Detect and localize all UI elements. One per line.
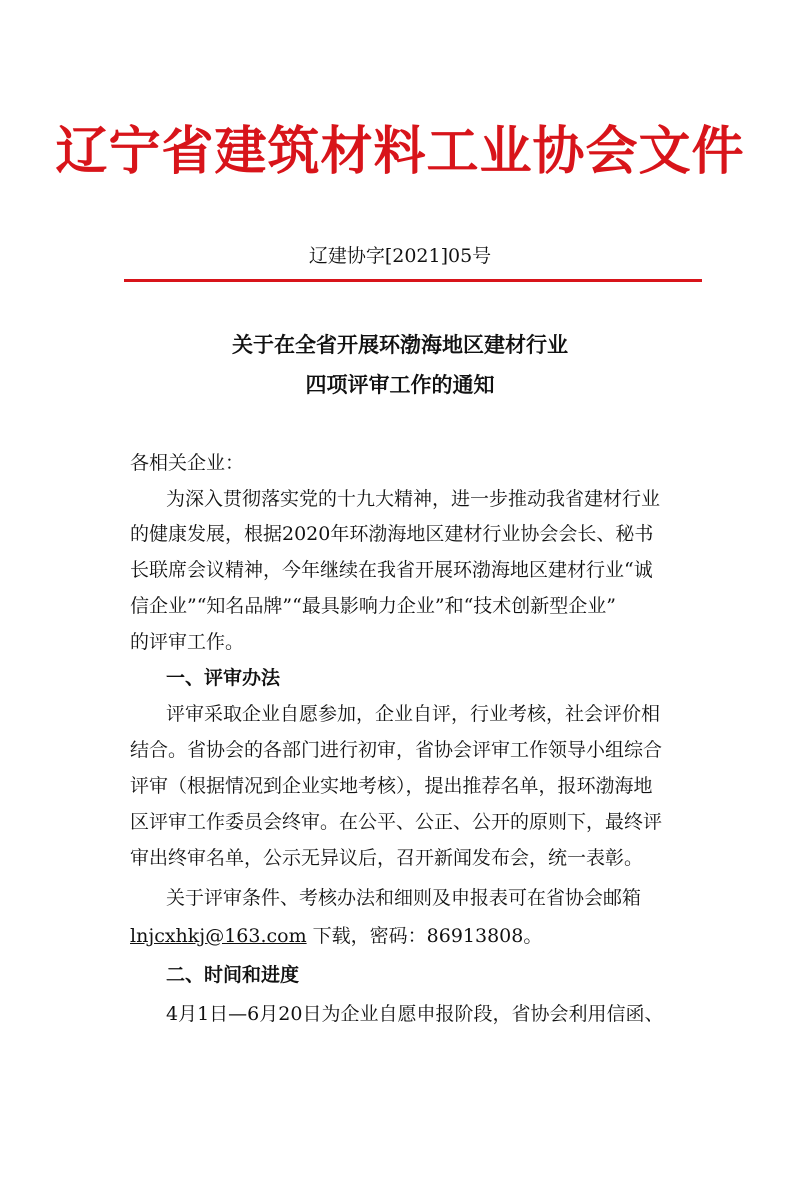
red-divider-line (124, 279, 702, 282)
intro-line: 信企业”“知名品牌”“最具影响力企业”和“技术创新型企业” (130, 595, 616, 617)
intro-line: 长联席会议精神，今年继续在我省开展环渤海地区建材行业“诚 (130, 559, 653, 581)
notice-title-line-1: 关于在全省开展环渤海地区建材行业 (232, 333, 568, 357)
notice-title (0, 325, 800, 405)
section-1-line: 结合。省协会的各部门进行初审，省协会评审工作领导小组综合 (130, 739, 663, 761)
section-1-note: 关于评审条件、考核办法和细则及申报表可在省协会邮箱 (166, 887, 642, 909)
section-2-heading: 二、时间和进度 (166, 964, 300, 986)
section-1-line: 评审采取企业自愿参加，企业自评，行业考核，社会评价相 (166, 703, 661, 725)
section-2-line: 4月1日—6月20日为企业自愿申报阶段，省协会利用信函、 (166, 1003, 664, 1025)
section-1-heading: 一、评审办法 (166, 667, 281, 689)
email-link[interactable]: lnjcxhkj@163.com (130, 925, 307, 947)
document-number: 辽建协字[2021]05号 (308, 245, 492, 267)
section-1-line: 审出终审名单，公示无异议后，召开新闻发布会，统一表彰。 (130, 847, 644, 869)
salutation: 各相关企业： (130, 452, 245, 474)
download-password-text: 下载，密码：86913808。 (306, 925, 543, 947)
section-1-line: 区评审工作委员会终审。在公平、公正、公开的原则下，最终评 (130, 811, 663, 833)
notice-title-line-2: 四项评审工作的通知 (305, 373, 495, 397)
email-line (130, 922, 690, 950)
intro-line: 的健康发展，根据2020年环渤海地区建材行业协会会长、秘书 (130, 523, 654, 545)
intro-line: 的评审工作。 (130, 631, 245, 653)
section-1-line: 评审（根据情况到企业实地考核），提出推荐名单，报环渤海地 (130, 775, 653, 797)
document-header-title: 辽宁省建筑材料工业协会文件 (55, 122, 745, 182)
intro-line: 为深入贯彻落实党的十九大精神，进一步推动我省建材行业 (166, 488, 661, 510)
